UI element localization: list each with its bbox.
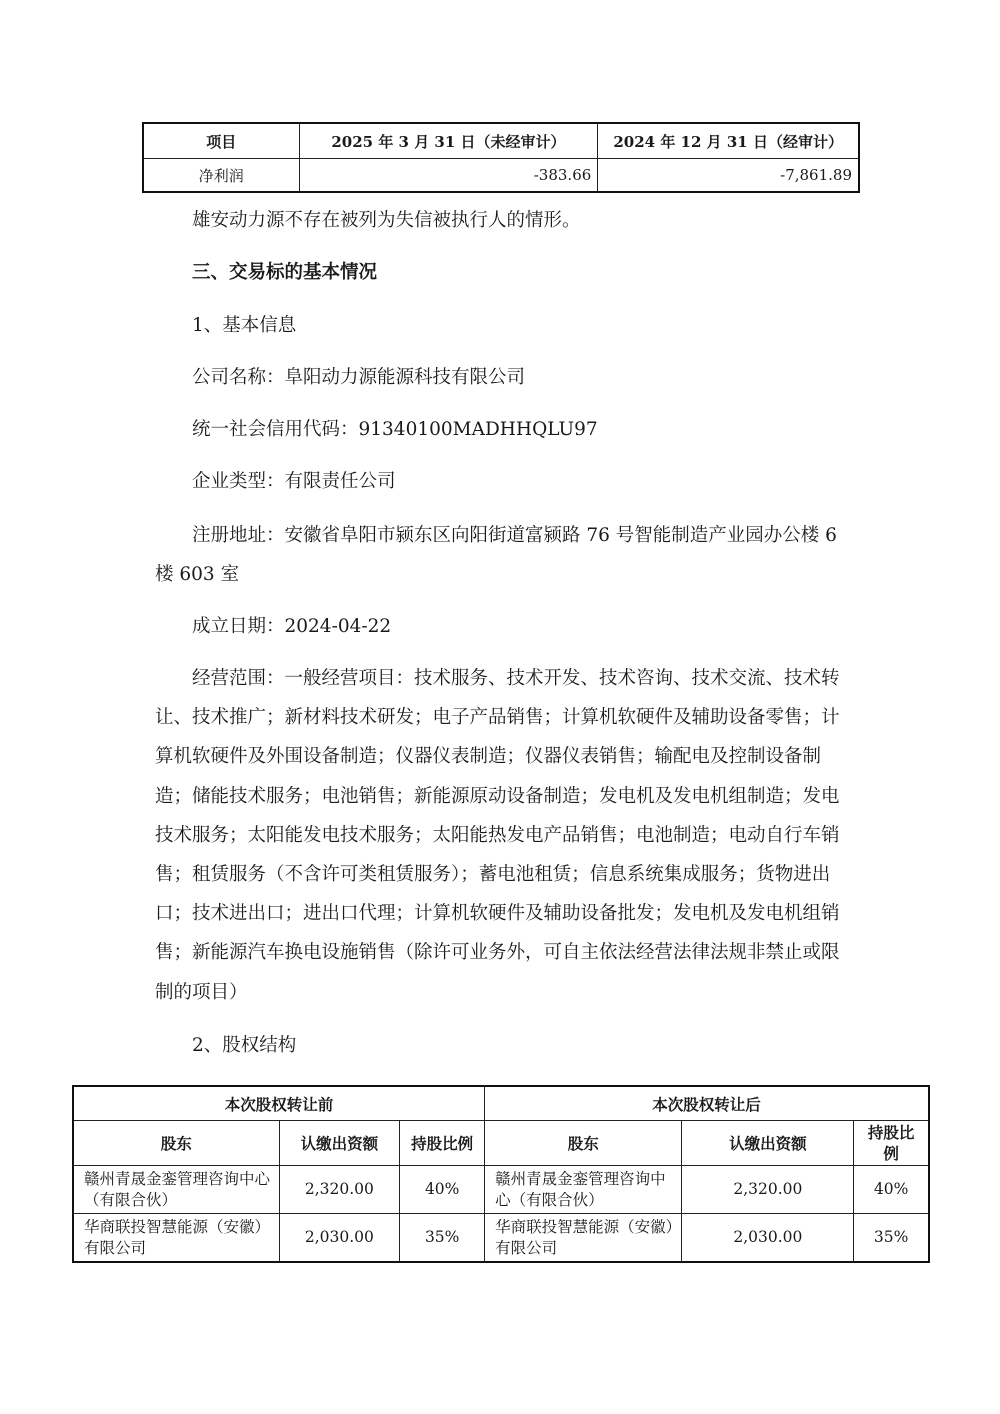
basic-info-title: 1、基本信息 (192, 315, 297, 336)
header-2025: 2025 年 3 月 31 日（未经审计） (299, 123, 598, 159)
after-shareholder-name: 赣州青晟金銮管理咨询中心（有限合伙） (485, 1166, 682, 1214)
business-scope: 经营范围：一般经营项目：技术服务、技术开发、技术咨询、技术交流、技术转让、技术推广；新材料技术研发；电子产品销售；计算机软硬件及辅助设备零售；计算机软硬件及外围设备制造；仪器仪表制造；仪器仪表销售；输配电及控制设备制造；储能技术服务；电池销售；新能源原动设备制造；发电机及发电机组制造；发电技术服务；太阳能发电技术服务；太阳能热发电产品销售；电池制造；电动自行车销售；租赁服务（不含许可类租赁服务）；蓄电池租赁；信息系统集成服务；货物进出口；技术进出口；进出口代理；计算机软硬件及辅助设备批发；发电机及发电机组销售；新能源汽车换电设施销售（除许可业务外，可自主依法经营法律法规非禁止或限制的项目） (155, 668, 840, 1003)
table-header-row (143, 123, 859, 159)
header-item: 项目 (143, 123, 299, 159)
table-row (73, 1214, 929, 1263)
table-row (143, 159, 859, 193)
before-shareholder-name: 华商联投智慧能源（安徽）有限公司 (73, 1214, 279, 1263)
equity-group-header-row (73, 1086, 929, 1121)
before-capital: 2,320.00 (279, 1166, 400, 1214)
company-name: 公司名称：阜阳动力源能源科技有限公司 (192, 367, 526, 388)
equity-table (72, 1085, 930, 1263)
after-transfer-header: 本次股权转让后 (485, 1086, 929, 1121)
financial-table (142, 122, 860, 193)
before-capital: 2,030.00 (279, 1214, 400, 1263)
before-ratio: 40% (400, 1166, 485, 1214)
col-shareholder-before: 股东 (73, 1121, 279, 1166)
col-shareholder-after: 股东 (485, 1121, 682, 1166)
after-capital: 2,320.00 (682, 1166, 854, 1214)
after-ratio: 40% (854, 1166, 929, 1214)
company-type: 企业类型：有限责任公司 (192, 471, 396, 492)
equity-column-header-row (73, 1121, 929, 1166)
col-ratio-after: 持股比例 (854, 1121, 929, 1166)
after-shareholder-name: 华商联投智慧能源（安徽）有限公司 (485, 1214, 682, 1263)
row-value-2025: -383.66 (299, 159, 598, 193)
before-ratio: 35% (400, 1214, 485, 1263)
after-capital: 2,030.00 (682, 1214, 854, 1263)
header-2024: 2024 年 12 月 31 日（经审计） (598, 123, 859, 159)
registered-address: 注册地址：安徽省阜阳市颍东区向阳街道富颍路 76 号智能制造产业园办公楼 6 楼 603 室 (155, 525, 837, 585)
col-capital-before: 认缴出资额 (279, 1121, 400, 1166)
before-transfer-header: 本次股权转让前 (73, 1086, 485, 1121)
row-item: 净利润 (143, 159, 299, 193)
paragraph-no-dishonest: 雄安动力源不存在被列为失信被执行人的情形。 (192, 210, 581, 231)
col-ratio-before: 持股比例 (400, 1121, 485, 1166)
col-capital-after: 认缴出资额 (682, 1121, 854, 1166)
established-date: 成立日期：2024-04-22 (192, 616, 392, 637)
after-ratio: 35% (854, 1214, 929, 1263)
before-shareholder-name: 赣州青晟金銮管理咨询中心（有限合伙） (73, 1166, 279, 1214)
section-title: 三、交易标的基本情况 (192, 262, 378, 283)
row-value-2024: -7,861.89 (598, 159, 859, 193)
credit-code: 统一社会信用代码：91340100MADHHQLU97 (192, 419, 598, 440)
table-row (73, 1166, 929, 1214)
equity-title: 2、股权结构 (192, 1035, 297, 1056)
